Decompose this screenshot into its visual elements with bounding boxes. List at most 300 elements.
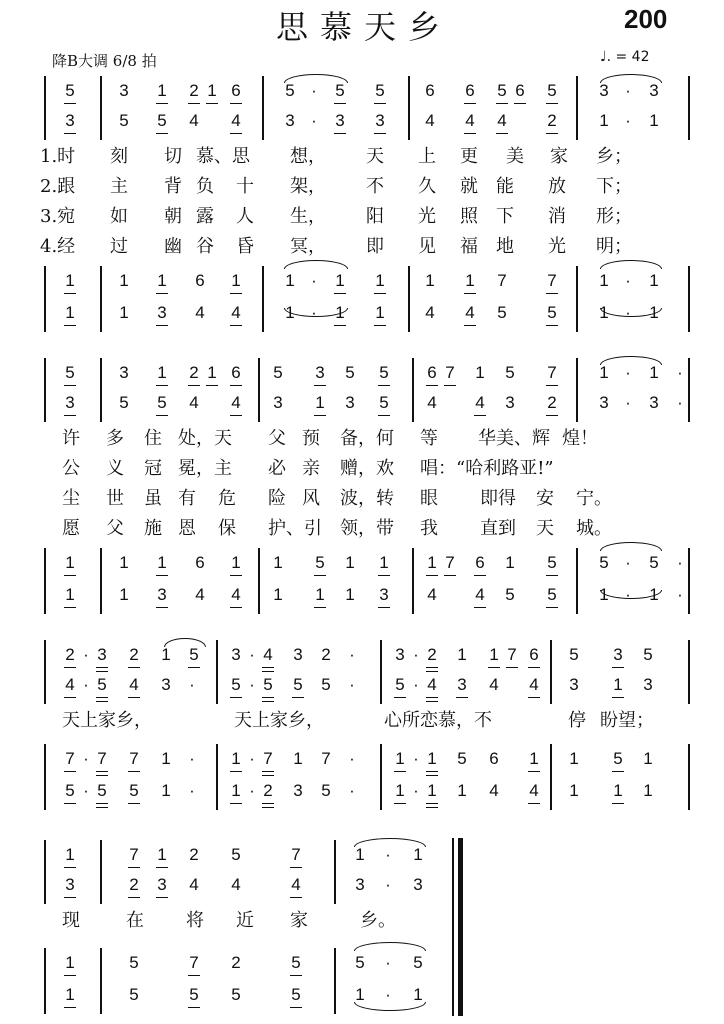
note: 1 — [153, 845, 171, 865]
note: · — [625, 363, 631, 382]
lyric-syllable: 恩 — [178, 518, 196, 539]
note: 3 — [395, 645, 405, 664]
lyric-syllable: 就 — [460, 176, 478, 197]
lyric-syllable: 波，转 — [340, 488, 394, 509]
note: 1 — [61, 985, 79, 1005]
lyric-row — [0, 142, 724, 172]
note: · — [625, 393, 631, 412]
note: · — [413, 645, 419, 664]
lyric-syllable: 主 — [110, 176, 128, 197]
lyric-syllable: 停 — [568, 710, 586, 731]
lyric-syllable: 放 — [548, 176, 566, 197]
note: · — [349, 675, 355, 694]
note: 1 — [371, 271, 389, 291]
lyric-row — [0, 232, 724, 262]
note: 4 — [227, 303, 245, 323]
note: 5 — [599, 553, 609, 572]
lyric-syllable: 愿 — [62, 518, 80, 539]
note: 3 — [61, 111, 79, 131]
note: 5 — [273, 363, 283, 382]
lyric-syllable: 光 — [418, 206, 436, 227]
lyric-syllable: 架， — [290, 176, 326, 197]
note: 4 — [425, 303, 435, 322]
note: 4 — [259, 645, 277, 665]
lyric-syllable: 4.经 — [40, 236, 76, 257]
note: 5 — [505, 363, 515, 382]
note: 5 — [231, 985, 241, 1004]
note: 1 — [203, 363, 221, 383]
note: 4 — [489, 675, 499, 694]
note: 5 — [543, 585, 561, 605]
note: · — [413, 781, 419, 800]
note: 4 — [471, 393, 489, 413]
note: 3 — [609, 645, 627, 665]
note: 5 — [185, 645, 203, 665]
lyric-syllable: 即得 — [480, 488, 516, 509]
note: 1 — [525, 749, 543, 769]
lyric-syllable: 许 — [62, 428, 80, 449]
note: 5 — [93, 781, 111, 801]
note: 4 — [525, 675, 543, 695]
lyric-syllable: 天 — [366, 146, 384, 167]
lyric-syllable: 照 — [460, 206, 478, 227]
note: · — [349, 749, 355, 768]
note: 1 — [371, 303, 389, 323]
note: 4 — [195, 303, 205, 322]
lyric-row — [0, 424, 724, 454]
note: · — [189, 781, 195, 800]
lyric-syllable: 如 — [110, 206, 128, 227]
note: 5 — [119, 111, 129, 130]
note-row — [0, 108, 724, 138]
note: 5 — [345, 363, 355, 382]
note: · — [311, 303, 317, 322]
lyric-syllable: 更 — [460, 146, 478, 167]
note: 4 — [125, 675, 143, 695]
note: 5 — [321, 781, 331, 800]
note: 1 — [119, 303, 129, 322]
note-row — [0, 872, 724, 902]
note: · — [83, 749, 89, 768]
note: 5 — [355, 953, 365, 972]
note: 1 — [643, 781, 653, 800]
note: 7 — [287, 845, 305, 865]
note: · — [189, 749, 195, 768]
note: 1 — [227, 271, 245, 291]
hymn-number: 200 — [624, 4, 668, 34]
note: 7 — [497, 271, 507, 290]
note: · — [249, 749, 255, 768]
note: 3 — [331, 111, 349, 131]
lyric-syllable: 不 — [366, 176, 384, 197]
lyric-syllable: 昏 — [236, 236, 254, 257]
lyric-syllable: 幽 — [164, 236, 182, 257]
note: 5 — [129, 953, 139, 972]
note: 1 — [61, 303, 79, 323]
note: · — [311, 271, 317, 290]
lyric-syllable: 3.宛 — [40, 206, 76, 227]
note: 5 — [61, 363, 79, 383]
score-system-2 — [0, 360, 724, 610]
note: 2 — [185, 81, 203, 101]
lyric-row — [0, 906, 724, 936]
lyric-syllable: 我 — [420, 518, 438, 539]
note: 1 — [161, 645, 171, 664]
note: 1 — [153, 553, 171, 573]
note: 5 — [413, 953, 423, 972]
note: 2 — [125, 875, 143, 895]
lyric-syllable: 阳 — [366, 206, 384, 227]
note: 5 — [285, 81, 295, 100]
note: 6 — [227, 363, 245, 383]
note: · — [83, 781, 89, 800]
note: 1 — [485, 645, 503, 665]
note: 1 — [61, 953, 79, 973]
note: 4 — [231, 875, 241, 894]
note: 3 — [375, 585, 393, 605]
lyric-syllable: 天 — [536, 518, 554, 539]
lyric-syllable: 乡。 — [360, 910, 396, 931]
lyric-syllable: 世 — [106, 488, 124, 509]
note: 7 — [93, 749, 111, 769]
lyric-syllable: 人 — [236, 206, 254, 227]
lyric-syllable: 冠 — [144, 458, 162, 479]
tie-slur — [600, 74, 662, 83]
lyric-syllable: 形； — [596, 206, 632, 227]
note: · — [311, 111, 317, 130]
note: 5 — [569, 645, 579, 664]
note: 6 — [423, 363, 441, 383]
lyric-syllable: 下； — [596, 176, 632, 197]
note: 3 — [119, 81, 129, 100]
lyric-row — [0, 454, 724, 484]
lyric-syllable: 领，带 — [340, 518, 394, 539]
note: 1 — [331, 271, 349, 291]
tie-slur — [284, 74, 348, 83]
note: 3 — [569, 675, 579, 694]
note: 4 — [525, 781, 543, 801]
lyric-syllable: 唱：“哈利路亚!” — [420, 458, 554, 479]
note: 5 — [543, 81, 561, 101]
note: 3 — [61, 393, 79, 413]
lyric-syllable: 公 — [62, 458, 80, 479]
note: 5 — [543, 553, 561, 573]
lyric-syllable: 现 — [62, 910, 80, 931]
note: 4 — [427, 585, 437, 604]
note: 1 — [161, 749, 171, 768]
lyric-syllable: 上 — [418, 146, 436, 167]
note: 7 — [503, 645, 521, 665]
note: 5 — [61, 781, 79, 801]
note: · — [349, 645, 355, 664]
note: 5 — [391, 675, 409, 695]
note: 1 — [599, 585, 609, 604]
note: · — [413, 675, 419, 694]
note: 6 — [195, 553, 205, 572]
lyric-row — [0, 484, 724, 514]
note: 7 — [259, 749, 277, 769]
note: 1 — [119, 585, 129, 604]
note: 3 — [643, 675, 653, 694]
note: 5 — [153, 111, 171, 131]
lyric-syllable: 宁。 — [576, 488, 612, 509]
note: 1 — [355, 845, 365, 864]
note: 2 — [543, 111, 561, 131]
note: 3 — [153, 875, 171, 895]
score-system-3 — [0, 642, 724, 807]
note: 5 — [543, 303, 561, 323]
lyric-syllable: 能 — [496, 176, 514, 197]
lyric-syllable: 近 — [236, 910, 254, 931]
lyric-row — [0, 706, 724, 736]
note: 4 — [489, 781, 499, 800]
note: 1 — [599, 111, 609, 130]
tie-slur — [354, 838, 426, 847]
note: · — [625, 81, 631, 100]
lyric-syllable: 心所恋慕，不 — [384, 710, 492, 731]
note: 1 — [569, 749, 579, 768]
note: 2 — [231, 953, 241, 972]
lyric-syllable: 明； — [596, 236, 632, 257]
note: 5 — [153, 393, 171, 413]
note: 2 — [125, 645, 143, 665]
note: 1 — [119, 553, 129, 572]
note: 3 — [93, 645, 111, 665]
lyric-syllable: 朝 — [164, 206, 182, 227]
lyric-syllable: 父 — [106, 518, 124, 539]
lyric-syllable: 生， — [290, 206, 326, 227]
tempo-marking: ♩. = 42 — [600, 49, 650, 65]
note: · — [677, 363, 683, 382]
lyric-syllable: 等 — [420, 428, 438, 449]
lyric-syllable: 赠，欢 — [340, 458, 394, 479]
note: 1 — [649, 271, 659, 290]
lyric-syllable: 有 — [178, 488, 196, 509]
note: 1 — [311, 585, 329, 605]
note: 6 — [471, 553, 489, 573]
note: 1 — [61, 553, 79, 573]
note: 2 — [61, 645, 79, 665]
lyric-syllable: 消 — [548, 206, 566, 227]
note: · — [83, 675, 89, 694]
lyric-syllable: 在 — [126, 910, 144, 931]
note: 3 — [293, 781, 303, 800]
note: 2 — [543, 393, 561, 413]
lyric-syllable: 施 — [144, 518, 162, 539]
note: 1 — [293, 749, 303, 768]
note: 5 — [311, 553, 329, 573]
lyric-syllable: 危 — [218, 488, 236, 509]
note: 1 — [457, 645, 467, 664]
note: 7 — [543, 271, 561, 291]
note: 1 — [643, 749, 653, 768]
lyric-syllable: 尘 — [62, 488, 80, 509]
lyric-syllable: 福 — [460, 236, 478, 257]
note: 5 — [643, 645, 653, 664]
lyric-row — [0, 202, 724, 232]
lyric-syllable: 家 — [550, 146, 568, 167]
note: 6 — [511, 81, 529, 101]
note: 4 — [461, 303, 479, 323]
note: 1 — [153, 363, 171, 383]
lyric-syllable: 父 — [268, 428, 286, 449]
score-system-4 — [0, 842, 724, 1012]
note: 3 — [273, 393, 283, 412]
note: 5 — [609, 749, 627, 769]
note: · — [249, 645, 255, 664]
note: 4 — [471, 585, 489, 605]
lyric-syllable: 住 — [144, 428, 162, 449]
lyric-syllable: 光 — [548, 236, 566, 257]
note: 4 — [189, 875, 199, 894]
note: · — [625, 303, 631, 322]
lyric-syllable: 久 — [418, 176, 436, 197]
note: · — [249, 675, 255, 694]
note: · — [385, 845, 391, 864]
lyric-syllable: 冥， — [290, 236, 326, 257]
note: 5 — [185, 985, 203, 1005]
lyric-syllable: 背 — [164, 176, 182, 197]
note: 4 — [189, 393, 199, 412]
note: 2 — [321, 645, 331, 664]
lyric-syllable: 露 — [196, 206, 214, 227]
note: 1 — [391, 781, 409, 801]
note: 7 — [125, 845, 143, 865]
note: 2 — [189, 845, 199, 864]
note-row — [0, 950, 724, 980]
note: 3 — [505, 393, 515, 412]
lyric-syllable: 见 — [418, 236, 436, 257]
note: · — [677, 585, 683, 604]
note: 3 — [599, 393, 609, 412]
note: 5 — [649, 553, 659, 572]
note: 1 — [609, 781, 627, 801]
note: 4 — [61, 675, 79, 695]
lyric-syllable: 城。 — [576, 518, 612, 539]
note: · — [385, 875, 391, 894]
note: 4 — [227, 111, 245, 131]
lyric-syllable: 天上家乡， — [62, 710, 152, 731]
note: 6 — [489, 749, 499, 768]
note: · — [385, 953, 391, 972]
lyric-syllable: 虽 — [144, 488, 162, 509]
note: 1 — [457, 781, 467, 800]
note: 1 — [61, 271, 79, 291]
lyric-syllable: 备，何 — [340, 428, 394, 449]
note: 1 — [61, 845, 79, 865]
note: 5 — [231, 845, 241, 864]
note: 1 — [609, 675, 627, 695]
note: 1 — [61, 585, 79, 605]
note: 3 — [61, 875, 79, 895]
lyric-syllable: 刻 — [110, 146, 128, 167]
note: 5 — [375, 393, 393, 413]
lyric-syllable: 义 — [106, 458, 124, 479]
lyric-syllable: 家 — [290, 910, 308, 931]
lyric-syllable: 谷 — [196, 236, 214, 257]
note: 7 — [441, 363, 459, 383]
note-row — [0, 778, 724, 808]
note: 3 — [649, 393, 659, 412]
lyric-syllable: 护、引 — [268, 518, 322, 539]
note: 2 — [423, 645, 441, 665]
lyric-syllable: 负 — [196, 176, 214, 197]
note: 2 — [259, 781, 277, 801]
lyric-syllable: 处，天 — [178, 428, 232, 449]
lyric-syllable: 过 — [110, 236, 128, 257]
note-row — [0, 642, 724, 672]
note: 6 — [227, 81, 245, 101]
tie-slur — [164, 638, 206, 647]
note: 5 — [287, 953, 305, 973]
note: 5 — [129, 985, 139, 1004]
note: 7 — [321, 749, 331, 768]
note: 5 — [259, 675, 277, 695]
note: 2 — [185, 363, 203, 383]
note: 1 — [423, 749, 441, 769]
note: 5 — [93, 675, 111, 695]
note: 3 — [285, 111, 295, 130]
note: 1 — [331, 303, 349, 323]
note: 3 — [231, 645, 241, 664]
note-row — [0, 390, 724, 420]
note: 7 — [61, 749, 79, 769]
lyric-syllable: 保 — [218, 518, 236, 539]
note: 5 — [287, 985, 305, 1005]
lyric-syllable: 预 — [302, 428, 320, 449]
lyric-syllable: 煌！ — [562, 428, 598, 449]
lyric-syllable: 美 — [506, 146, 524, 167]
note: 3 — [345, 393, 355, 412]
score-system-1 — [0, 78, 724, 328]
tie-slur — [354, 942, 426, 951]
note: 1 — [425, 271, 435, 290]
note: 1 — [599, 271, 609, 290]
lyric-syllable: 风 — [302, 488, 320, 509]
note: 1 — [227, 781, 245, 801]
note: · — [349, 781, 355, 800]
note: 5 — [227, 675, 245, 695]
note: · — [677, 393, 683, 412]
note: 1 — [461, 271, 479, 291]
note: 5 — [61, 81, 79, 101]
lyric-syllable: 乡； — [596, 146, 632, 167]
note: 1 — [649, 363, 659, 382]
note: 4 — [461, 111, 479, 131]
note: 3 — [153, 585, 171, 605]
note: · — [625, 111, 631, 130]
note: 1 — [345, 553, 355, 572]
page-title: 思慕天乡 — [276, 8, 453, 46]
lyric-syllable: 华美、辉 — [478, 428, 550, 449]
note: 6 — [425, 81, 435, 100]
note: 5 — [505, 585, 515, 604]
lyric-syllable: 即 — [366, 236, 384, 257]
note: 3 — [355, 875, 365, 894]
lyric-syllable: 地 — [496, 236, 514, 257]
note: 7 — [125, 749, 143, 769]
note: 1 — [475, 363, 485, 382]
note: 3 — [153, 303, 171, 323]
note: 3 — [599, 81, 609, 100]
note: · — [413, 749, 419, 768]
note: 1 — [355, 985, 365, 1004]
note: 1 — [375, 553, 393, 573]
note: · — [189, 675, 195, 694]
note: 4 — [493, 111, 511, 131]
note: 1 — [285, 271, 295, 290]
note: 1 — [649, 585, 659, 604]
